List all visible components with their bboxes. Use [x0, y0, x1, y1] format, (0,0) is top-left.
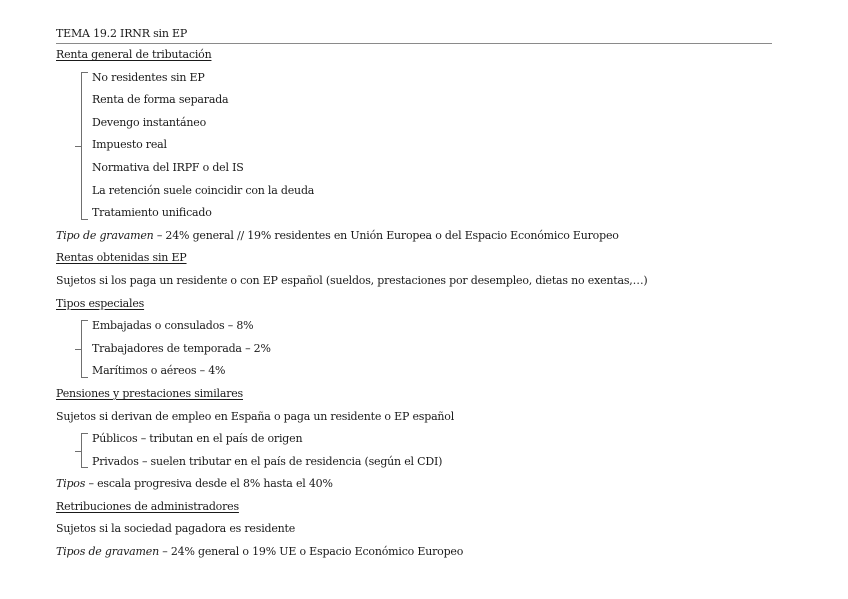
section-heading-renta-general: Renta general de tributación	[56, 48, 212, 61]
bracket-line	[81, 320, 88, 378]
document-page	[56, 24, 772, 564]
pensiones-tipos-text: – escala progresiva desde el 8% hasta el 40%	[85, 477, 333, 491]
list-item: Normativa del IRPF o del IS	[92, 160, 244, 174]
renta-general-list	[56, 67, 772, 225]
tipos-especiales-list	[56, 315, 772, 383]
list-item: La retención suele coincidir con la deuda	[92, 183, 315, 197]
list-item: Trabajadores de temporada – 2%	[92, 341, 271, 355]
rentas-sin-ep-text: Sujetos si los paga un residente o con EP español (sueldos, prestaciones por desempleo, dietas no exentas,…)	[56, 273, 648, 287]
pensiones-list	[56, 428, 772, 473]
list-item: Impuesto real	[92, 138, 167, 152]
administradores-tipo-line	[56, 541, 772, 564]
tipo-gravamen-label: Tipo de gravamen	[56, 228, 154, 242]
pensiones-text: Sujetos si derivan de empleo en España o paga un residente o EP español	[56, 409, 455, 423]
section-heading-pensiones: Pensiones y prestaciones similares	[56, 386, 244, 400]
list-item: Embajadas o consulados – 8%	[92, 319, 254, 333]
administradores-tipo-text: – 24% general o 19% UE o Espacio Económico Europeo	[158, 545, 464, 559]
administradores-tipo-label: Tipos de gravamen	[56, 545, 159, 559]
section-heading-rentas-sin-ep: Rentas obtenidas sin EP	[56, 251, 187, 265]
bracket-line	[81, 72, 88, 220]
list-item: Renta de forma separada	[92, 93, 229, 107]
header-title: TEMA 19.2 IRNR sin EP	[56, 27, 188, 40]
section-heading-tipos-especiales: Tipos especiales	[56, 296, 145, 310]
document-header	[56, 24, 772, 44]
list-item: Marítimos o aéreos – 4%	[92, 364, 226, 378]
pensiones-tipos-label: Tipos	[56, 477, 86, 491]
list-item: Públicos – tributan en el país de origen	[92, 432, 303, 446]
bracket-tick	[75, 349, 81, 350]
list-item: No residentes sin EP	[92, 70, 205, 84]
tipo-gravamen-text: – 24% general // 19% residentes en Unión Europea o del Espacio Económico Europeo	[153, 228, 619, 242]
tipo-gravamen-line	[56, 225, 772, 248]
section-heading-administradores: Retribuciones de administradores	[56, 499, 239, 513]
pensiones-tipos-line	[56, 473, 772, 496]
list-item: Privados – suelen tributar en el país de residencia (según el CDI)	[92, 454, 443, 468]
bracket-line	[81, 433, 88, 468]
bracket-tick	[75, 451, 81, 452]
list-item: Devengo instantáneo	[92, 115, 207, 129]
bracket-tick	[75, 146, 81, 147]
list-item: Tratamiento unificado	[92, 206, 212, 220]
administradores-text: Sujetos si la sociedad pagadora es residente	[56, 522, 296, 536]
